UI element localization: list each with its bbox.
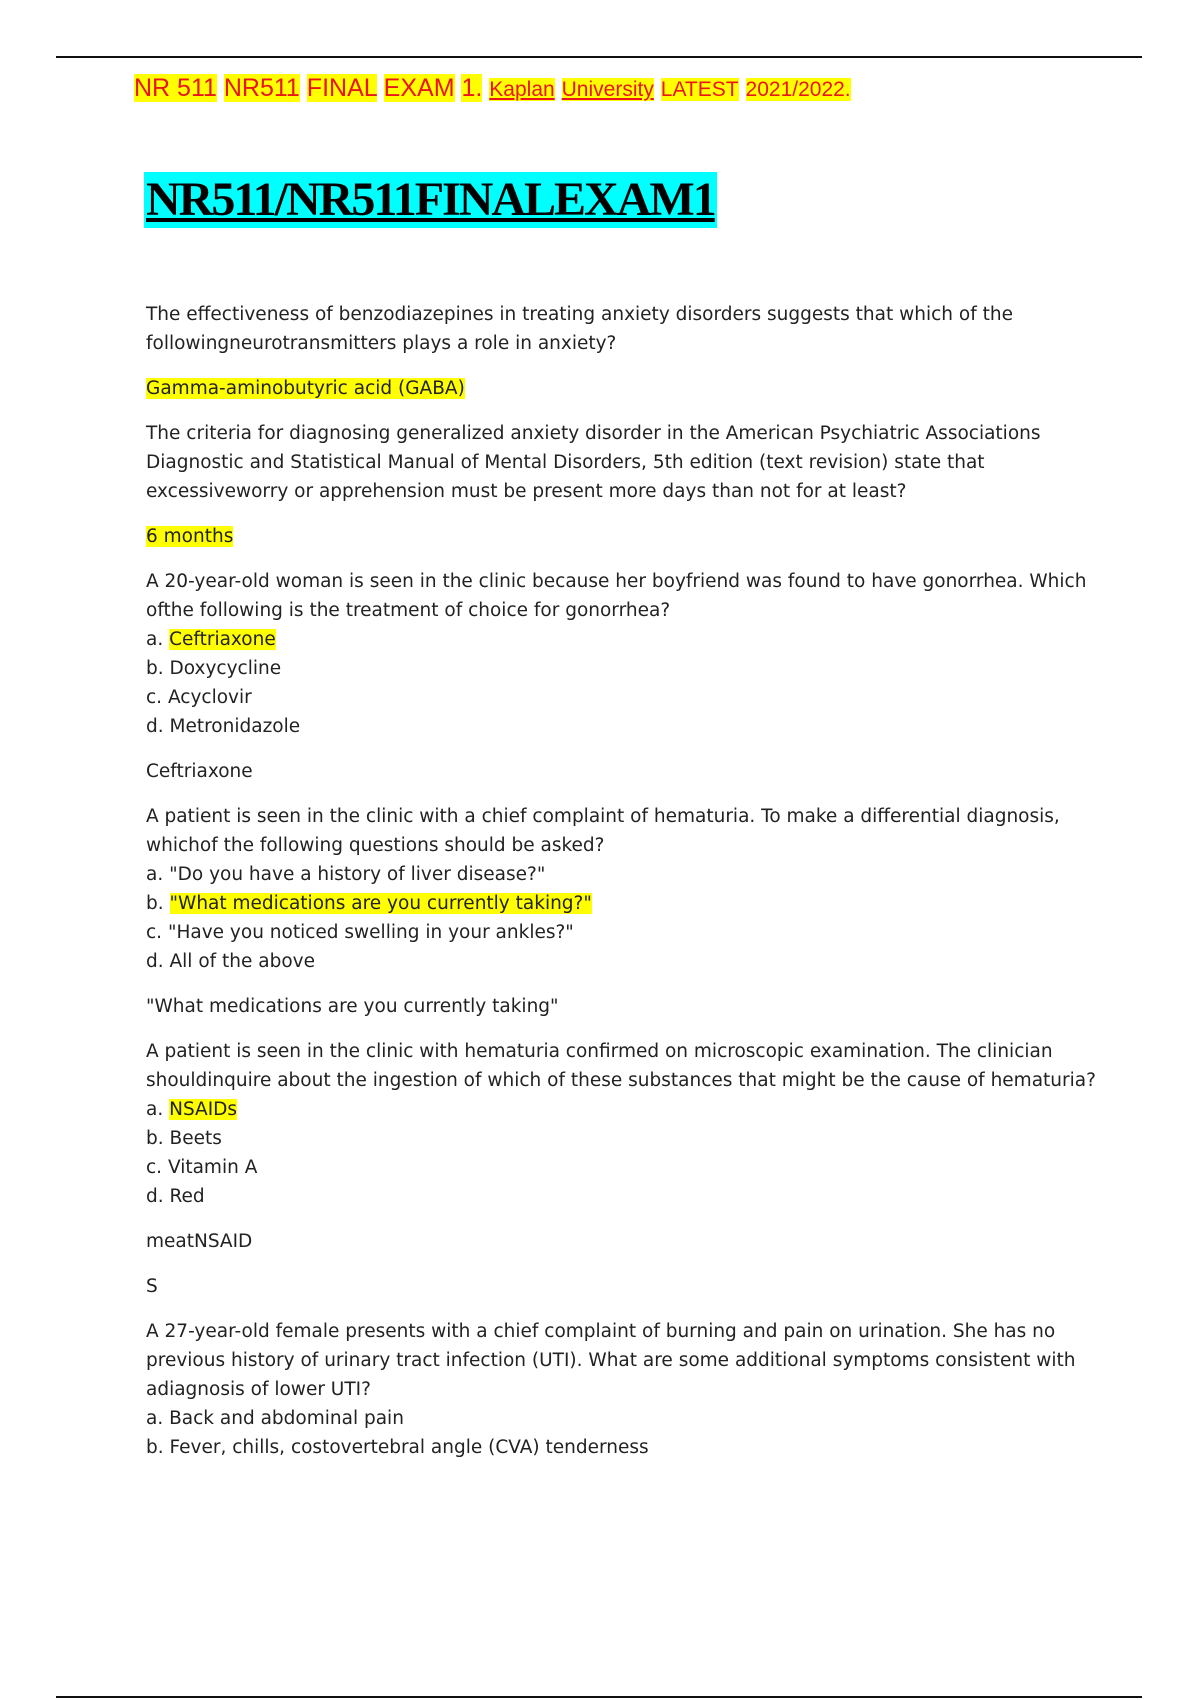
answer-text: meatNSAID — [146, 1231, 253, 1252]
option-item: d. All of the above — [146, 951, 316, 972]
header-part: NR511 — [223, 74, 300, 102]
header-part: LATEST — [660, 78, 739, 101]
header-link[interactable]: Kaplan — [489, 78, 555, 101]
question-text: The criteria for diagnosing generalized anxiety disorder in the American Psychiatric Associations Diagnostic and Statistical Manual of Mental Disorders, 5th edition (text revision) state that excessiveworry or apprehension must be present more days than not for at least? — [146, 423, 1041, 502]
header-link[interactable]: University — [561, 78, 654, 101]
option-item: a. "Do you have a history of liver disease?" — [146, 864, 546, 885]
header-part: EXAM — [383, 74, 455, 102]
header-part: 2021/2022. — [745, 78, 851, 101]
top-rule — [56, 56, 1142, 58]
question-text: The effectiveness of benzodiazepines in treating anxiety disorders suggests that which of the followingneurotransmitters plays a role in anxiety? — [146, 304, 1013, 354]
question-text: A 20-year-old woman is seen in the clinic because her boyfriend was found to have gonorrhea. Which ofthe following is the treatment of choice for gonorrhea? — [146, 571, 1087, 621]
answer-text: "What medications are you currently taking" — [146, 996, 559, 1017]
question-text: A 27-year-old female presents with a chief complaint of burning and pain on urination. She has no previous history of urinary tract infection (UTI). What are some additional symptoms consistent with adiagnosis of lower UTI? — [146, 1321, 1076, 1400]
question-text: A patient is seen in the clinic with a chief complaint of hematuria. To make a differential diagnosis, whichof the following questions should be asked? — [146, 806, 1060, 856]
document-header — [134, 72, 851, 106]
answer-highlight: NSAIDs — [169, 1099, 238, 1120]
document-title: NR511/NR511FINALEXAM1 — [146, 173, 715, 226]
option-item: b. Doxycycline — [146, 658, 282, 679]
option-item: b. Fever, chills, costovertebral angle (CVA) tenderness — [146, 1437, 649, 1458]
answer-highlight: "What medications are you currently taking?" — [169, 893, 592, 914]
answer-highlight: Gamma-aminobutyric acid (GABA) — [146, 378, 465, 399]
option-item: c. "Have you noticed swelling in your ankles?" — [146, 922, 574, 943]
option-item: c. Acyclovir — [146, 687, 252, 708]
document-body — [146, 300, 1106, 1462]
answer-highlight: Ceftriaxone — [169, 629, 276, 650]
option-item: b. Beets — [146, 1128, 222, 1149]
option-item: a. Back and abdominal pain — [146, 1408, 404, 1429]
question-text: A patient is seen in the clinic with hematuria confirmed on microscopic examination. The clinician shouldinquire about the ingestion of which of these substances that might be the cause of hematuria? — [146, 1041, 1096, 1091]
header-part: FINAL — [306, 74, 377, 102]
option-item: d. Red — [146, 1186, 205, 1207]
answer-highlight: 6 months — [146, 526, 234, 547]
option-item: a. Ceftriaxone — [146, 629, 276, 650]
answer-text: Ceftriaxone — [146, 761, 253, 782]
header-part: 1. — [461, 74, 483, 102]
option-item: a. NSAIDs — [146, 1099, 238, 1120]
option-item: c. Vitamin A — [146, 1157, 258, 1178]
header-part: NR 511 — [134, 74, 217, 102]
option-item: b. "What medications are you currently taking?" — [146, 893, 592, 914]
answer-text: S — [146, 1276, 158, 1297]
bottom-rule — [56, 1696, 1142, 1698]
option-item: d. Metronidazole — [146, 716, 301, 737]
